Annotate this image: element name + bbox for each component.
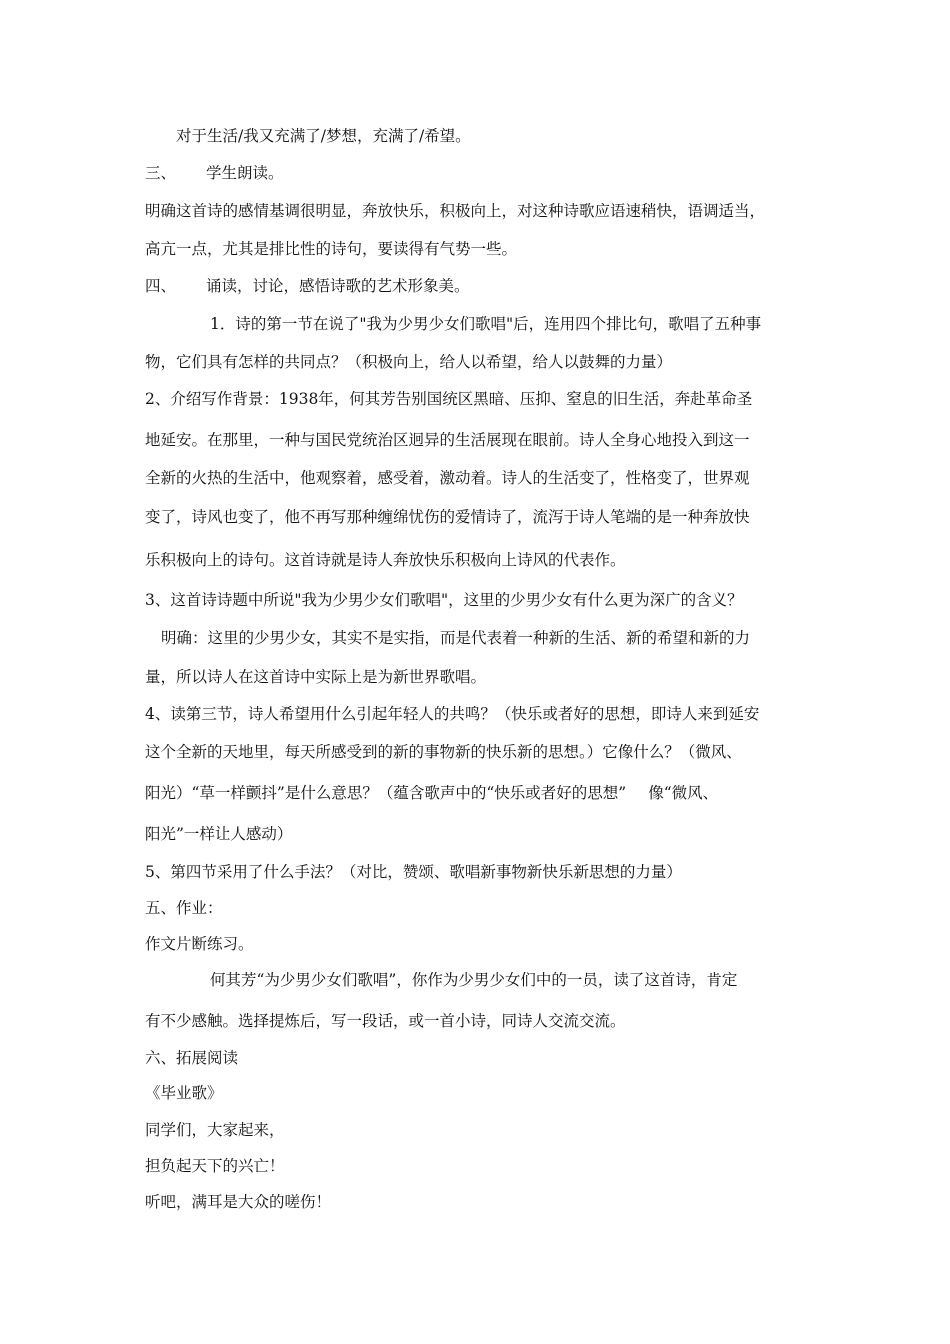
poem-line: 听吧，满耳是大众的嗟伤！	[145, 1193, 332, 1211]
section-heading-4	[145, 276, 470, 296]
text-line: 乐积极向上的诗句。这首诗就是诗人奔放快乐积极向上诗风的代表作。	[145, 551, 626, 569]
text-line: 地延安。在那里，一种与国民党统治区迥异的生活展现在眼前。诗人全身心地投入到这一	[145, 431, 750, 449]
text-line: 4、读第三节，诗人希望用什么引起年轻人的共鸣？（快乐或者好的思想，即诗人来到延安	[145, 705, 760, 723]
section-heading-3	[145, 163, 284, 183]
text-line: 作文片断练习。	[145, 935, 254, 953]
section-number: 三、	[145, 164, 177, 182]
text-line: 3、这首诗诗题中所说"我为少男少女们歌唱"，这里的少男少女有什么更为深广的含义？	[145, 591, 743, 609]
text-line: 变了，诗风也变了，他不再写那种缠绵忧伤的爱情诗了，流泻于诗人笔端的是一种奔放快	[145, 508, 750, 526]
text-line: 何其芳“为少男少女们歌唱”，你作为少男少女们中的一员，读了这首诗，肯定	[210, 971, 738, 989]
text-line: 物，它们具有怎样的共同点？（积极向上，给人以希望，给人以鼓舞的力量）	[145, 353, 673, 371]
poem-line: 同学们，大家起来，	[145, 1121, 285, 1139]
poem-title: 《毕业歌》	[145, 1084, 223, 1102]
section-heading-5: 五、作业：	[145, 899, 223, 917]
section-title: 诵读，讨论，感悟诗歌的艺术形象美。	[206, 277, 470, 295]
text-line: 有不少感触。选择提炼后，写一段话，或一首小诗，同诗人交流交流。	[145, 1012, 626, 1030]
section-title: 学生朗读。	[206, 164, 284, 182]
text-line: 1．诗的第一节在说了"我为少男少女们歌唱"后，连用四个排比句，歌唱了五种事	[210, 315, 762, 333]
text-line: 阳光”一样让人感动）	[145, 825, 293, 843]
text-line: 明确这首诗的感情基调很明显，奔放快乐，积极向上，对这种诗歌应语速稍快，语调适当，	[145, 202, 766, 220]
poem-line: 担负起天下的兴亡！	[145, 1157, 285, 1175]
text-line: 2、介绍写作背景：1938年，何其芳告别国统区黑暗、压抑、窒息的旧生活，奔赴革命圣	[145, 390, 753, 408]
text-line: 高亢一点，尤其是排比性的诗句，要读得有气势一些。	[145, 240, 518, 258]
text-segment: 像“微风、	[648, 784, 719, 802]
section-number: 四、	[145, 277, 177, 295]
text-line: 明确：这里的少男少女，其实不是实指，而是代表着一种新的生活、新的希望和新的力	[161, 629, 751, 647]
text-line	[145, 783, 718, 803]
text-segment: 阳光）“草一样颤抖”是什么意思？（蕴含歌声中的“快乐或者好的思想”	[145, 784, 627, 802]
text-line: 量，所以诗人在这首诗中实际上是为新世界歌唱。	[145, 668, 487, 686]
text-line: 这个全新的天地里，每天所感受到的新的事物新的快乐新的思想。）它像什么？（微风、	[145, 743, 742, 761]
section-heading-6: 六、拓展阅读	[145, 1049, 239, 1067]
text-line: 对于生活/我又充满了/梦想，充满了/希望。	[176, 127, 471, 145]
text-line: 5、第四节采用了什么手法？（对比，赞颂、歌唱新事物新快乐新思想的力量）	[145, 863, 682, 881]
text-line: 全新的火热的生活中，他观察着，感受着，激动着。诗人的生活变了，性格变了，世界观	[145, 469, 750, 487]
